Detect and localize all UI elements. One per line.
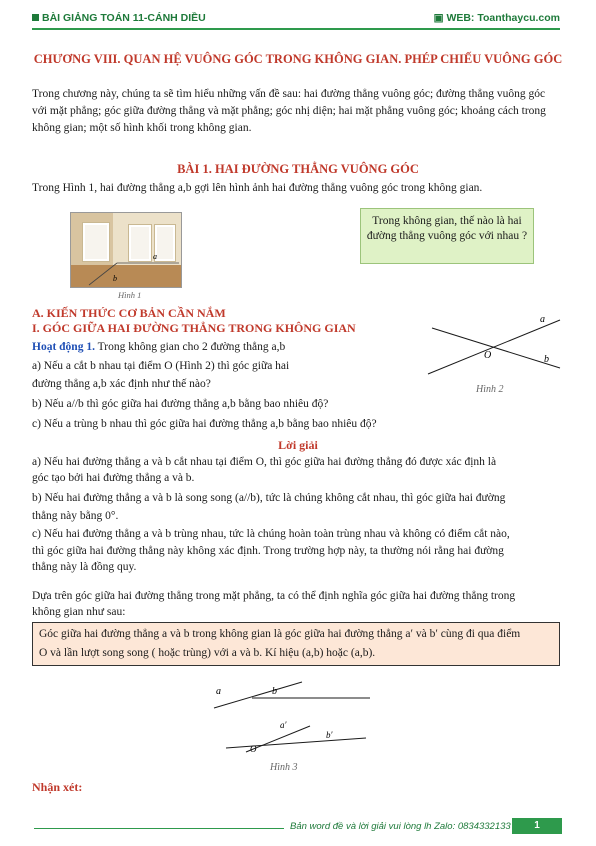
question-box: Trong không gian, thế nào là hai đường thẳng vuông góc với nhau ? — [360, 208, 534, 264]
remark-heading: Nhận xét: — [32, 780, 83, 794]
figure3-label-b: b — [272, 686, 277, 697]
solution-a2: góc tạo bởi hai đường thẳng a và b. — [32, 472, 195, 484]
web-icon: ▣ — [433, 12, 447, 24]
solution-b1: b) Nếu hai đường thẳng a và b là song song (a//b), tức là chúng không cắt nhau, thì góc giữa hai đường — [32, 492, 506, 504]
solution-c1: c) Nếu hai đường thẳng a và b trùng nhau, tức là chúng hoàn toàn trùng nhau và không có điểm cắt nào, — [32, 528, 510, 540]
figure1-lines — [71, 213, 181, 287]
figure3-label-o: O — [250, 744, 257, 754]
activity-text: Trong không gian cho 2 đường thẳng a,b — [97, 341, 286, 353]
figure3-diagram — [206, 676, 376, 776]
figure3-label-a: a — [216, 686, 221, 697]
header-divider — [32, 28, 560, 30]
book-icon — [32, 14, 39, 21]
figure2-diagram — [420, 310, 570, 400]
intro-paragraph: Trong chương này, chúng ta sẽ tìm hiểu những vấn đề sau: hai đường thẳng vuông góc; đường thẳng vuông góc với mặt phẳng; góc giữa đường thẳng và mặt phẳng; góc nhị diện; hai mặt phẳng vuông góc; khoảng cách trong không gian; một số hình khối trong không gian. — [32, 88, 546, 134]
definition-box — [32, 622, 560, 666]
page-header — [32, 8, 560, 28]
definition-line-1: Góc giữa hai đường thẳng a và b trong không gian là góc giữa hai đường thẳng a′ và b′ cùng đi qua điểm — [39, 628, 521, 640]
define-intro-2: không gian như sau: — [32, 606, 126, 618]
activity-a2: đường thẳng a,b xác định như thế nào? — [32, 378, 211, 390]
footer-contact: Bản word đề và lời giải vui lòng lh Zalo: 0834332133 — [290, 821, 511, 832]
lesson-title: BÀI 1. HAI ĐƯỜNG THẲNG VUÔNG GÓC — [177, 162, 419, 176]
figure2-caption: Hình 2 — [476, 384, 504, 395]
solution-title: Lời giải — [278, 438, 318, 452]
figure1-room-photo — [70, 212, 182, 288]
figure3-label-a-prime: a′ — [280, 720, 287, 730]
activity-b: b) Nếu a//b thì góc giữa hai đường thẳng a,b bằng bao nhiêu độ? — [32, 398, 329, 410]
activity-c: c) Nếu a trùng b nhau thì góc giữa hai đường thẳng a,b bằng bao nhiêu độ? — [32, 418, 377, 430]
solution-a1: a) Nếu hai đường thẳng a và b cắt nhau tại điểm O, thì góc giữa hai đường thẳng đó được xác định là — [32, 456, 497, 468]
footer-divider — [34, 828, 284, 829]
figure1-label-a: a — [153, 252, 157, 261]
solution-b2: thẳng này bằng 0°. — [32, 510, 119, 522]
header-course-title: BÀI GIẢNG TOÁN 11-CÁNH DIỀU — [32, 12, 206, 24]
chapter-title: CHƯƠNG VIII. QUAN HỆ VUÔNG GÓC TRONG KHÔNG GIAN. PHÉP CHIẾU VUÔNG GÓC — [33, 52, 563, 66]
page-number: 1 — [512, 818, 562, 834]
section-i-heading: I. GÓC GIỮA HAI ĐƯỜNG THẲNG TRONG KHÔNG GIAN — [32, 321, 356, 335]
header-website[interactable]: ▣ WEB: Toanthaycu.com — [433, 12, 560, 24]
solution-c2: thì góc giữa hai đường thẳng này không xác định. Trong trường hợp này, ta thường nói rằng hai đường — [32, 545, 504, 557]
define-intro-1: Dựa trên góc giữa hai đường thẳng trong mặt phẳng, ta có thể định nghĩa góc giữa hai đường thẳng trong — [32, 590, 516, 602]
activity-a1: a) Nếu a cắt b nhau tại điểm O (Hình 2) thì góc giữa hai — [32, 360, 290, 372]
definition-line-2: O và lần lượt song song ( hoặc trùng) với a và b. Kí hiệu (a,b) hoặc (a,b). — [39, 647, 376, 659]
section-a-heading: A. KIẾN THỨC CƠ BẢN CẦN NẮM — [32, 306, 226, 320]
figure2-label-a: a — [540, 314, 545, 325]
figure1-caption: Hình 1 — [118, 290, 142, 300]
figure2-label-b: b — [544, 354, 549, 365]
activity-title: Hoạt động 1. — [32, 341, 95, 353]
figure3-caption: Hình 3 — [270, 762, 298, 773]
lesson-intro: Trong Hình 1, hai đường thẳng a,b gợi lên hình ảnh hai đường thẳng vuông góc trong không gian. — [32, 182, 483, 194]
figure2-label-o: O — [484, 350, 492, 361]
solution-c3: thẳng này là đồng quy. — [32, 561, 137, 573]
figure3-label-b-prime: b′ — [326, 730, 333, 740]
figure1-label-b: b — [113, 274, 117, 283]
